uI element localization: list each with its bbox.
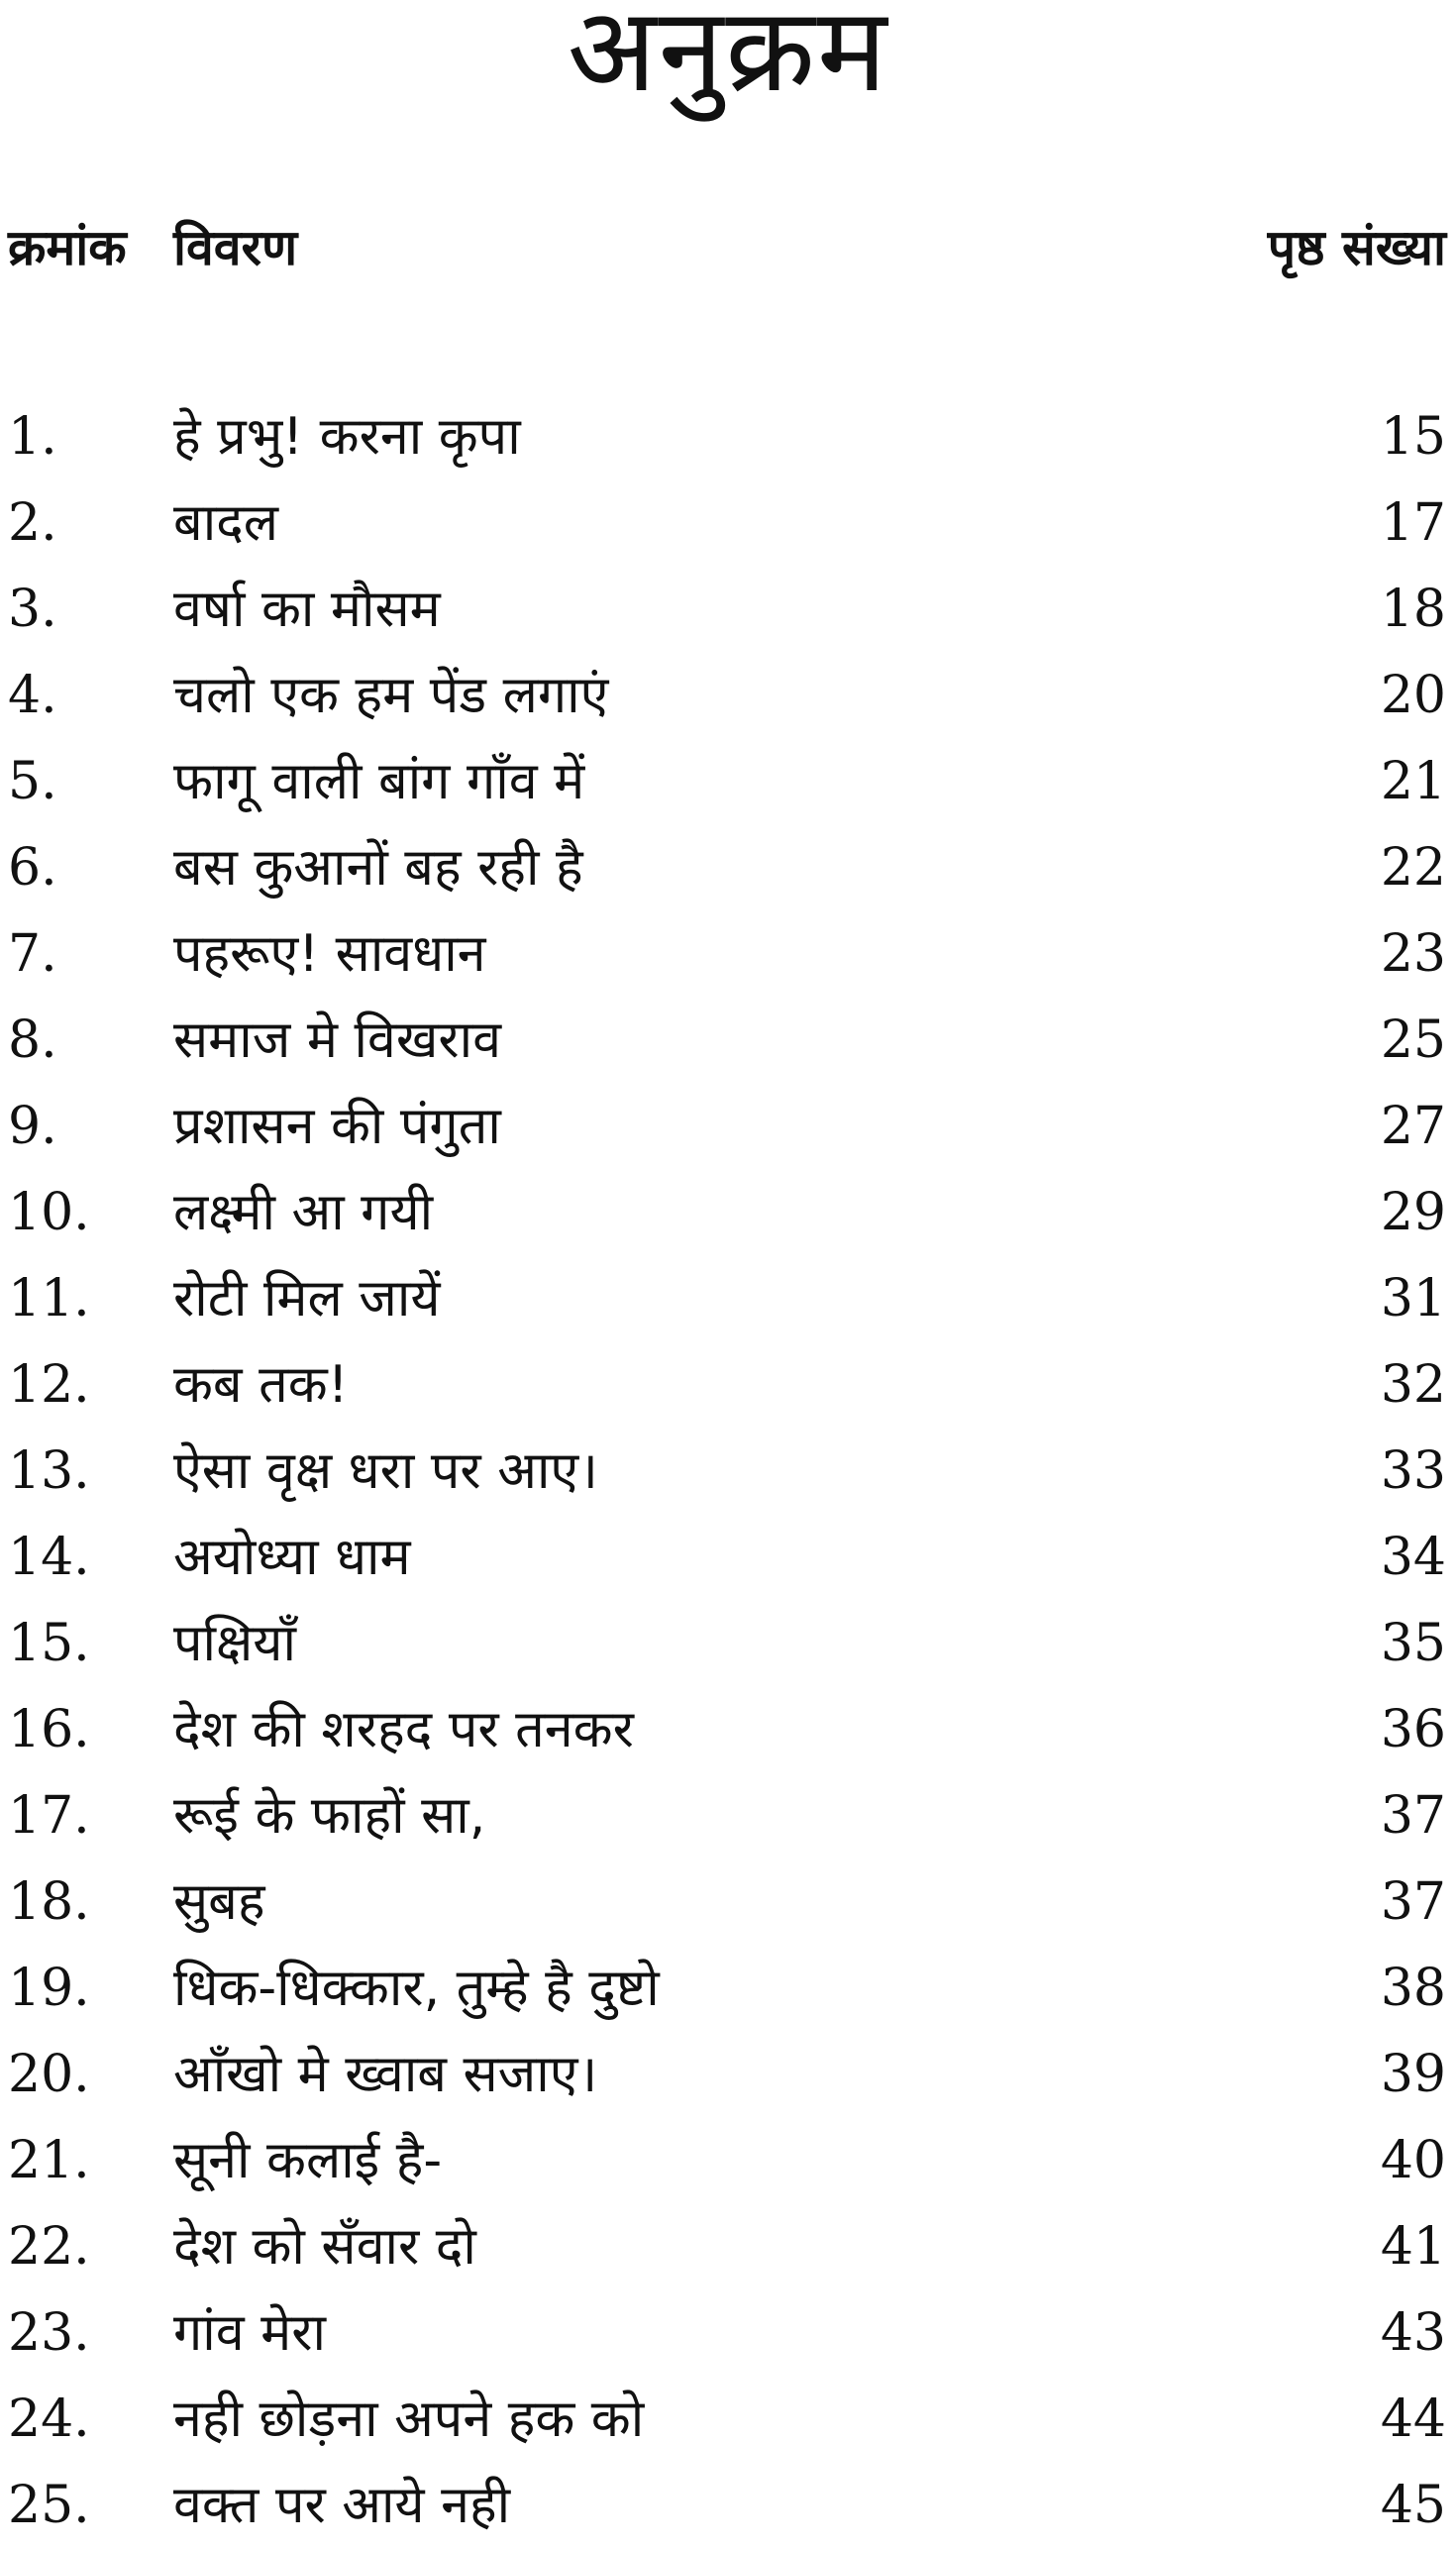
toc-row: [0, 1773, 1456, 1859]
entry-title: वर्षा का मौसम: [173, 580, 441, 639]
entry-number: 6.: [8, 838, 57, 898]
entry-number: 3.: [8, 580, 57, 639]
entry-title: पहरूए! सावधान: [173, 924, 486, 984]
entry-page: 21: [1380, 752, 1446, 811]
entry-number: 14.: [8, 1528, 90, 1587]
toc-row: [0, 567, 1456, 653]
entry-title: पक्षियाँ: [173, 1614, 296, 1673]
entry-title: रोटी मिल जायें: [173, 1269, 441, 1328]
toc-row: [0, 480, 1456, 567]
entry-number: 7.: [8, 924, 57, 984]
entry-title: वक्त पर आये नही: [173, 2476, 511, 2535]
toc-row: [0, 2204, 1456, 2290]
number-column-header: क्रमांक: [8, 219, 127, 276]
toc-row: [0, 1084, 1456, 1170]
entry-number: 11.: [8, 1269, 90, 1328]
entry-page: 17: [1380, 493, 1446, 553]
description-column-header: विवरण: [173, 219, 298, 276]
entry-title: गांव मेरा: [173, 2303, 327, 2363]
toc-row: [0, 2032, 1456, 2118]
entry-title: हे प्रभु! करना कृपा: [173, 407, 521, 467]
entry-number: 12.: [8, 1355, 90, 1415]
entry-page: 31: [1380, 1269, 1446, 1328]
toc-row: [0, 653, 1456, 739]
page-title: अनुक्रम: [567, 0, 889, 118]
toc-row: [0, 1429, 1456, 1515]
entry-number: 24.: [8, 2390, 90, 2449]
entry-title: बादल: [173, 493, 279, 553]
entry-title: धिक-धिक्कार, तुम्हे है दुष्टो: [173, 1959, 660, 2018]
toc-row: [0, 394, 1456, 480]
entry-page: 22: [1380, 838, 1446, 898]
entry-title: बस कुआनों बह रही है: [173, 838, 583, 898]
entry-title: समाज मे विखराव: [173, 1010, 502, 1070]
toc-header: [0, 208, 1456, 287]
toc-list: [0, 394, 1456, 2549]
entry-page: 29: [1380, 1183, 1446, 1242]
entry-number: 13.: [8, 1441, 90, 1501]
entry-page: 23: [1380, 924, 1446, 984]
entry-page: 37: [1380, 1786, 1446, 1846]
entry-number: 1.: [8, 407, 57, 467]
entry-title: सूनी कलाई है-: [173, 2131, 443, 2190]
entry-number: 18.: [8, 1872, 90, 1932]
entry-page: 33: [1380, 1441, 1446, 1501]
entry-title: अयोध्या धाम: [173, 1528, 411, 1587]
entry-title: नही छोड़ना अपने हक को: [173, 2390, 645, 2449]
entry-title: लक्ष्मी आ गयी: [173, 1183, 434, 1242]
entry-page: 43: [1380, 2303, 1446, 2363]
entry-number: 4.: [8, 666, 57, 725]
toc-row: [0, 825, 1456, 911]
entry-page: 38: [1380, 1959, 1446, 2018]
toc-row: [0, 911, 1456, 998]
toc-row: [0, 2377, 1456, 2463]
entry-number: 19.: [8, 1959, 90, 2018]
toc-row: [0, 1342, 1456, 1429]
toc-row: [0, 2463, 1456, 2549]
toc-row: [0, 739, 1456, 825]
toc-row: [0, 1946, 1456, 2032]
entry-page: 27: [1380, 1097, 1446, 1156]
entry-page: 37: [1380, 1872, 1446, 1932]
toc-row: [0, 1859, 1456, 1946]
entry-number: 22.: [8, 2217, 90, 2277]
entry-title: प्रशासन की पंगुता: [173, 1097, 501, 1156]
page-column-header: पृष्ठ संख्या: [1267, 219, 1446, 276]
entry-page: 36: [1380, 1700, 1446, 1759]
entry-page: 32: [1380, 1355, 1446, 1415]
entry-page: 41: [1380, 2217, 1446, 2277]
entry-number: 15.: [8, 1614, 90, 1673]
entry-number: 5.: [8, 752, 57, 811]
entry-title: देश को सँवार दो: [173, 2217, 476, 2277]
entry-page: 40: [1380, 2131, 1446, 2190]
entry-page: 34: [1380, 1528, 1446, 1587]
entry-page: 18: [1380, 580, 1446, 639]
entry-page: 39: [1380, 2045, 1446, 2104]
entry-title: फागू वाली बांग गाँव में: [173, 752, 585, 811]
entry-number: 10.: [8, 1183, 90, 1242]
toc-row: [0, 1256, 1456, 1342]
entry-number: 20.: [8, 2045, 90, 2104]
entry-page: 35: [1380, 1614, 1446, 1673]
toc-row: [0, 998, 1456, 1084]
entry-number: 9.: [8, 1097, 57, 1156]
entry-page: 25: [1380, 1010, 1446, 1070]
entry-title: देश की शरहद पर तनकर: [173, 1700, 634, 1759]
entry-title: सुबह: [173, 1872, 265, 1932]
toc-row: [0, 1515, 1456, 1601]
entry-page: 15: [1380, 407, 1446, 467]
entry-number: 2.: [8, 493, 57, 553]
entry-title: चलो एक हम पेंड लगाएं: [173, 666, 609, 725]
entry-title: रूई के फाहों सा,: [173, 1786, 486, 1846]
entry-number: 17.: [8, 1786, 90, 1846]
toc-row: [0, 1601, 1456, 1687]
entry-number: 23.: [8, 2303, 90, 2363]
entry-title: ऐसा वृक्ष धरा पर आए।: [173, 1441, 598, 1501]
entry-title: कब तक!: [173, 1355, 349, 1415]
toc-row: [0, 2290, 1456, 2377]
entry-page: 44: [1380, 2390, 1446, 2449]
entry-page: 20: [1380, 666, 1446, 725]
entry-number: 25.: [8, 2476, 90, 2535]
entry-page: 45: [1380, 2476, 1446, 2535]
toc-row: [0, 1170, 1456, 1256]
entry-number: 16.: [8, 1700, 90, 1759]
entry-number: 21.: [8, 2131, 90, 2190]
toc-row: [0, 2118, 1456, 2204]
entry-title: आँखो मे ख्वाब सजाए।: [173, 2045, 598, 2104]
toc-row: [0, 1687, 1456, 1773]
entry-number: 8.: [8, 1010, 57, 1070]
